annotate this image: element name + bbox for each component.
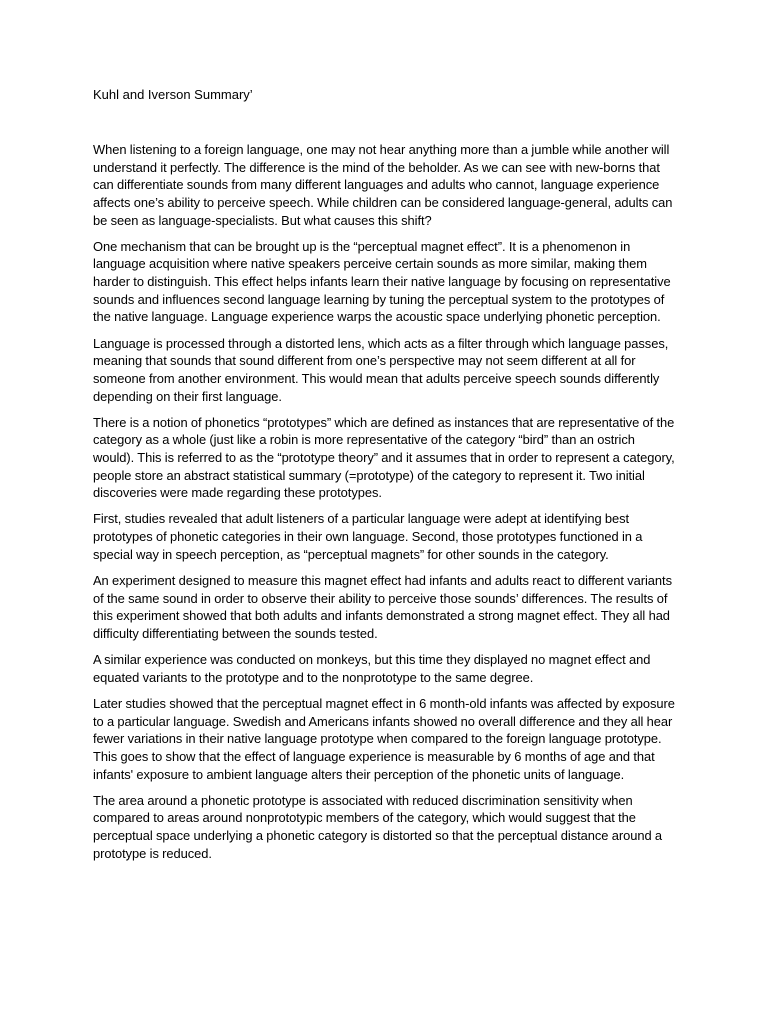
paragraph: The area around a phonetic prototype is associated with reduced discrimination sensitivity when compared to areas around nonprototypic members of the category, which would suggest that the perceptual space underlying a phonetic category is distorted so that the perceptual distance around a prototype is reduced. — [93, 792, 663, 861]
paragraph: An experiment designed to measure this magnet effect had infants and adults react to different variants of the same sound in order to observe their ability to perceive those sounds’ differences. The results of this experiment showed that both adults and infants demonstrated a strong magnet effect. They all had difficulty differentiating between the sounds tested. — [93, 572, 672, 641]
paragraph: Later studies showed that the perceptual magnet effect in 6 month-old infants was affected by exposure to a particular language. Swedish and Americans infants showed no overall difference and they all hear fewer variations in their native language prototype when compared to the foreign language prototype. This goes to show that the effect of language experience is measurable by 6 months of age and that infants' exposure to ambient language alters their perception of the phonetic units of language. — [93, 695, 675, 782]
paragraph: First, studies revealed that adult listeners of a particular language were adept at identifying best prototypes of phonetic categories in their own language. Second, those prototypes functioned in a special way in speech perception, as “perceptual magnets” for other sounds in the category. — [93, 511, 643, 562]
document-body — [93, 141, 675, 871]
paragraph: Language is processed through a distorted lens, which acts as a filter through which language passes, meaning that sounds that sound different from one’s perspective may not seem different at all for someone from another environment. This would mean that adults perceive speech sounds differently depending on their first language. — [93, 335, 669, 404]
document-title: Kuhl and Iverson Summary’ — [93, 87, 253, 102]
paragraph: When listening to a foreign language, one may not hear anything more than a jumble while another will understand it perfectly. The difference is the mind of the beholder. As we can see with new-borns that can differentiate sounds from many different languages and adults who cannot, language experience affects one’s ability to perceive speech. While children can be considered language-general, adults can be seen as language-specialists. But what causes this shift? — [93, 142, 673, 228]
paragraph: One mechanism that can be brought up is the “perceptual magnet effect”. It is a phenomenon in language acquisition where native speakers perceive certain sounds as more similar, making them harder to distinguish. This effect helps infants learn their native language by focusing on representative sounds and influences second language learning by tuning the perceptual system to the prototypes of the native language. Language experience warps the acoustic space underlying phonetic perception. — [93, 238, 671, 325]
paragraph: A similar experience was conducted on monkeys, but this time they displayed no magnet effect and equated variants to the prototype and to the nonprototype to the same degree. — [93, 652, 651, 685]
paragraph: There is a notion of phonetics “prototypes” which are defined as instances that are representative of the category as a whole (just like a robin is more representative of the category “bird” than an ostrich would). This is referred to as the “prototype theory” and it assumes that in order to represent a category, people store an abstract statistical summary (=prototype) of the category to represent it. Two initial discoveries were made regarding these prototypes. — [93, 414, 675, 501]
